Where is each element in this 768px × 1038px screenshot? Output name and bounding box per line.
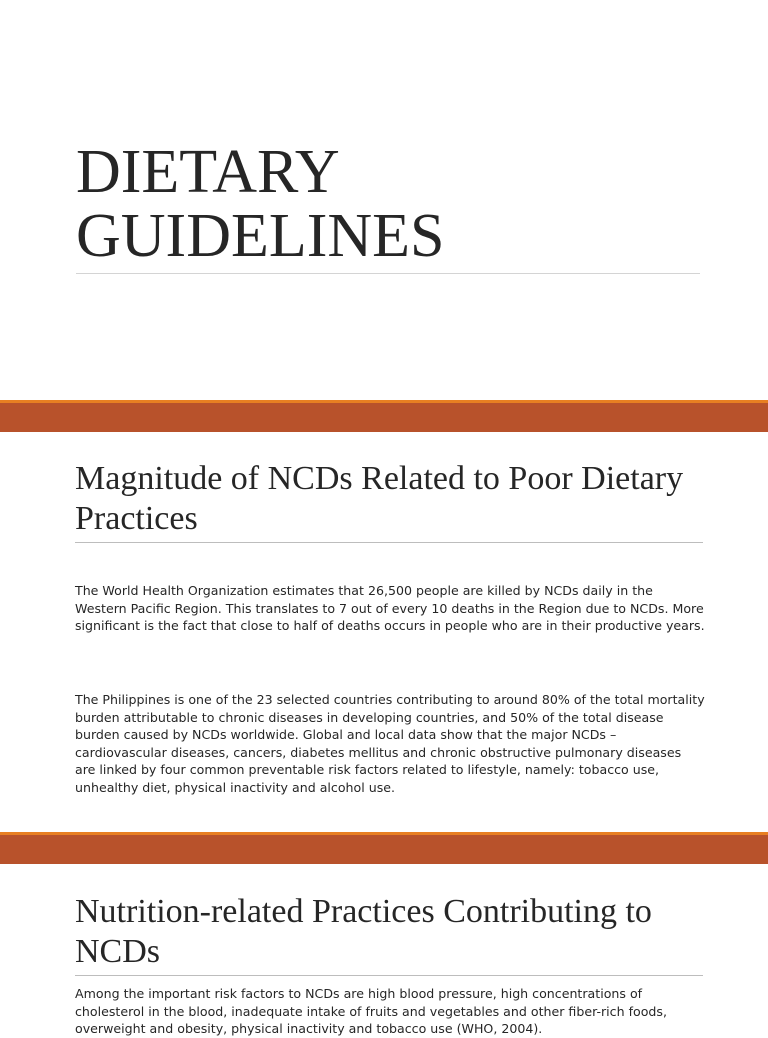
slide-heading: Nutrition-related Practices Contributing to NCDs bbox=[75, 893, 652, 970]
slide-title bbox=[0, 0, 768, 400]
title-divider bbox=[76, 273, 700, 274]
body-paragraph: The Philippines is one of the 23 selected countries contributing to around 80% of the total mortality burden attributable to chronic diseases in developing countries, and 50% of the total disease burden caused by NCDs worldwide. Global and local data show that the major NCDs – cardiovascular diseases, cancers, diabetes mellitus and chronic obstructive pulmonary diseases are linked by four common preventable risk factors related to lifestyle, namely: tobacco use, unhealthy diet, physical inactivity and alcohol use. bbox=[75, 692, 705, 795]
heading-divider bbox=[75, 975, 703, 976]
body-paragraph: The World Health Organization estimates that 26,500 people are killed by NCDs daily in the Western Pacific Region. This translates to 7 out of every 10 deaths in the Region due to NCDs. More significant is the fact that close to half of deaths occurs in people who are in their productive years. bbox=[75, 583, 705, 634]
body-paragraph: Among the important risk factors to NCDs are high blood pressure, high concentrations of cholesterol in the blood, inadequate intake of fruits and vegetables and other fiber-rich foods, overweight and obesity, physical inactivity and tobacco use (WHO, 2004). bbox=[75, 986, 667, 1037]
slide-separator-band bbox=[0, 832, 768, 864]
page-title bbox=[76, 140, 696, 268]
title-line-1: DIETARY bbox=[76, 138, 340, 206]
slide-magnitude bbox=[0, 432, 768, 832]
slide-heading: Magnitude of NCDs Related to Poor Dietary Practices bbox=[75, 460, 684, 537]
slide-separator-band bbox=[0, 400, 768, 432]
slide-nutrition-practices bbox=[0, 864, 768, 1037]
heading-divider bbox=[75, 542, 703, 543]
title-line-2: GUIDELINES bbox=[76, 202, 445, 270]
